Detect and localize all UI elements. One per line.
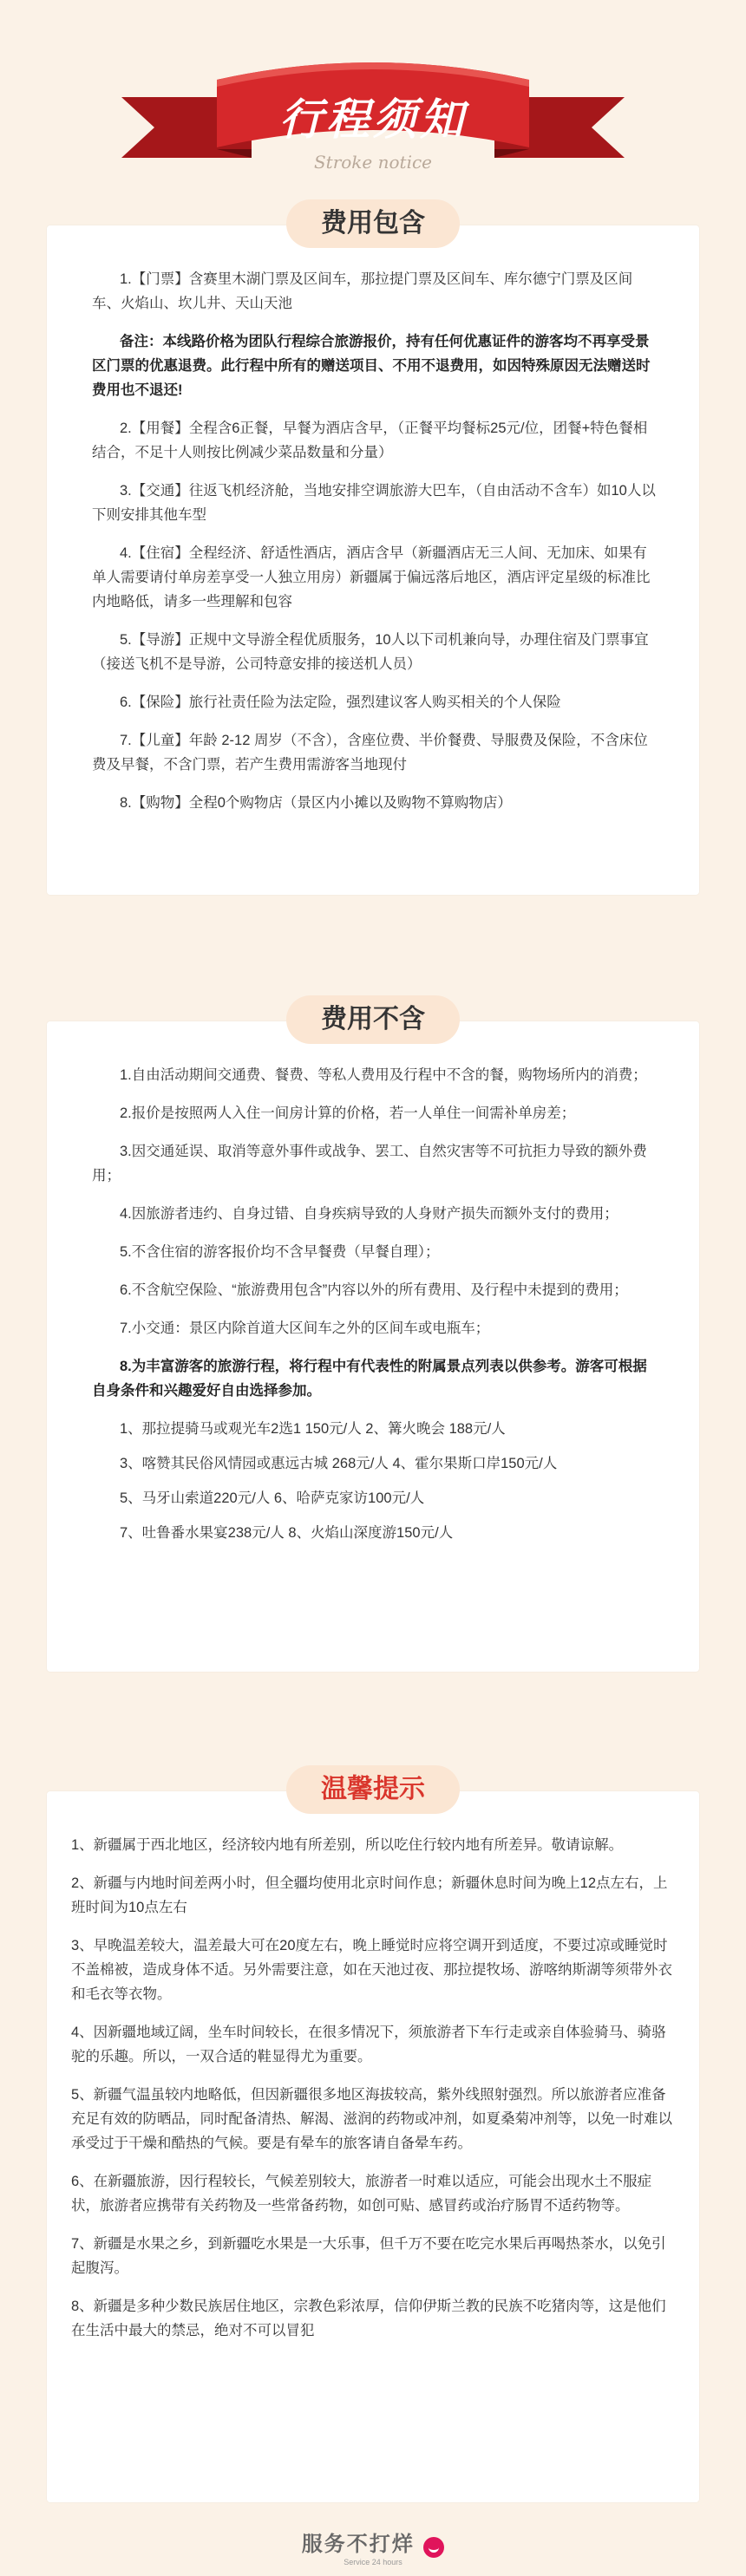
list-item: 7.【儿童】年龄 2-12 周岁（不含），含座位费、半价餐费、导服费及保险，不含床位费及早餐，不含门票，若产生费用需游客当地现付: [92, 733, 648, 773]
list-item: 3、早晚温差较大，温差最大可在20度左右，晚上睡觉时应将空调开到适度，不要过凉或睡觉时不盖棉被，造成身体不适。另外需要注意，如在天池过夜、那拉提牧场、游喀纳斯湖等须带外衣和毛衣等衣物。: [71, 1938, 672, 2002]
list-item: 8.【购物】全程0个购物店（景区内小摊以及购物不算购物店）: [120, 795, 512, 811]
fees-excluded-title: 费用不含: [286, 995, 460, 1044]
logo-text: 服务不打烊: [301, 2533, 415, 2556]
fees-included-list: [92, 267, 659, 829]
page-subtitle: Stroke notice: [313, 152, 433, 173]
logo-subtext: Service 24 hours: [344, 2557, 402, 2566]
fees-excluded-section: [47, 1005, 699, 1672]
list-item: 3.因交通延误、取消等意外事件或战争、罢工、自然灾害等不可抗拒力导致的额外费用；: [92, 1144, 647, 1184]
list-item: 6、在新疆旅游，因行程较长，气候差别较大，旅游者一时难以适应，可能会出现水土不服症状，旅游者应携带有关药物及一些常备药物，如创可贴、感冒药或治疗肠胃不适药物等。: [71, 2174, 652, 2214]
tips-list: [71, 1833, 675, 2357]
list-item: 6.【保险】旅行社责任险为法定险，强烈建议客人购买相关的个人保险: [120, 695, 561, 710]
option-row: 3、喀赞其民俗风情园或惠远古城 268元/人 4、霍尔果斯口岸150元/人: [120, 1456, 558, 1471]
fees-excluded-list: [92, 1063, 659, 1555]
smile-icon: [423, 2537, 444, 2558]
header-banner: [0, 0, 746, 182]
list-item: 4、因新疆地域辽阔，坐车时间较长，在很多情况下，须旅游者下车行走或亲自体验骑马、骑骆驼的乐趣。所以，一双合适的鞋显得尤为重要。: [71, 2025, 666, 2064]
list-item: 3.【交通】往返飞机经济舱，当地安排空调旅游大巴车，（自由活动不含车）如10人以下则安排其他车型: [92, 483, 656, 523]
list-item: 4.【住宿】全程经济、舒适性酒店，酒店含早（新疆酒店无三人间、无加床、如果有单人需要请付单房差享受一人独立用房）新疆属于偏远落后地区，酒店评定星级的标准比内地略低，请多一些理解和包容: [92, 545, 651, 610]
list-item: 5、新疆气温虽较内地略低，但因新疆很多地区海拔较高，紫外线照射强烈。所以旅游者应准备充足有效的防晒品，同时配备清热、解渴、滋润的药物或冲剂，如夏桑菊冲剂等，以免一时难以承受过于干燥和酷热的气候。要是有晕车的旅客请自备晕车药。: [71, 2087, 672, 2151]
list-item: 1、新疆属于西北地区，经济较内地有所差别，所以吃住行较内地有所差异。敬请谅解。: [71, 1837, 624, 1853]
list-item: 2.【用餐】全程含6正餐，早餐为酒店含早，（正餐平均餐标25元/位，团餐+特色餐相结合，不足十人则按比例减少菜品数量和分量）: [92, 421, 648, 460]
tips-section: [47, 1775, 699, 2502]
list-item: 7.小交通：景区内除首道大区间车之外的区间车或电瓶车；: [120, 1321, 490, 1336]
fees-included-section: [47, 209, 699, 895]
list-item: 1.【门票】含赛里木湖门票及区间车，那拉提门票及区间车、库尔德宁门票及区间车、火焰山、坎儿井、天山天池: [92, 271, 633, 311]
list-item: 6.不含航空保险、“旅游费用包含”内容以外的所有费用、及行程中未提到的费用；: [120, 1282, 628, 1298]
list-item: 1.自由活动期间交通费、餐费、等私人费用及行程中不含的餐，购物场所内的消费；: [120, 1067, 647, 1083]
list-item: 2、新疆与内地时间差两小时，但全疆均使用北京时间作息；新疆休息时间为晚上12点左右，上班时间为10点左右: [71, 1875, 668, 1915]
list-item: 7、新疆是水果之乡，到新疆吃水果是一大乐事，但千万不要在吃完水果后再喝热茶水，以免引起腹泻。: [71, 2236, 666, 2276]
list-item: 5.【导游】正规中文导游全程优质服务，10人以下司机兼向导，办理住宿及门票事宜（接送飞机不是导游，公司特意安排的接送机人员）: [92, 632, 649, 672]
option-row: 1、那拉提骑马或观光车2选1 150元/人 2、篝火晚会 188元/人: [120, 1421, 506, 1437]
list-item: 5.不含住宿的游客报价均不含早餐费（早餐自理）；: [120, 1244, 440, 1260]
tips-title: 温馨提示: [286, 1765, 460, 1814]
fees-included-title: 费用包含: [286, 199, 460, 248]
option-row: 7、吐鲁番水果宴238元/人 8、火焰山深度游150元/人: [120, 1525, 454, 1541]
option-row: 5、马牙山索道220元/人 6、哈萨克家访100元/人: [120, 1490, 425, 1506]
page-title: 行程须知: [279, 95, 467, 145]
list-item: 2.报价是按照两人入住一间房计算的价格，若一人单住一间需补单房差；: [120, 1105, 576, 1121]
optional-attractions-note: 8.为丰富游客的旅游行程，将行程中有代表性的附属景点列表以供参考。游客可根据自身条件和兴趣爱好自由选择参加。: [92, 1359, 647, 1399]
footer-logo: [0, 2527, 746, 2566]
list-item: 4.因旅游者违约、自身过错、自身疾病导致的人身财产损失而额外支付的费用；: [120, 1206, 618, 1222]
fees-included-note: 备注：本线路价格为团队行程综合旅游报价，持有任何优惠证件的游客均不再享受景区门票的优惠退费。此行程中所有的赠送项目、不用不退费用，如因特殊原因无法赠送时费用也不退还!: [92, 334, 651, 398]
list-item: 8、新疆是多种少数民族居住地区，宗教色彩浓厚，信仰伊斯兰教的民族不吃猪肉等，这是他们在生活中最大的禁忌，绝对不可以冒犯: [71, 2299, 666, 2338]
